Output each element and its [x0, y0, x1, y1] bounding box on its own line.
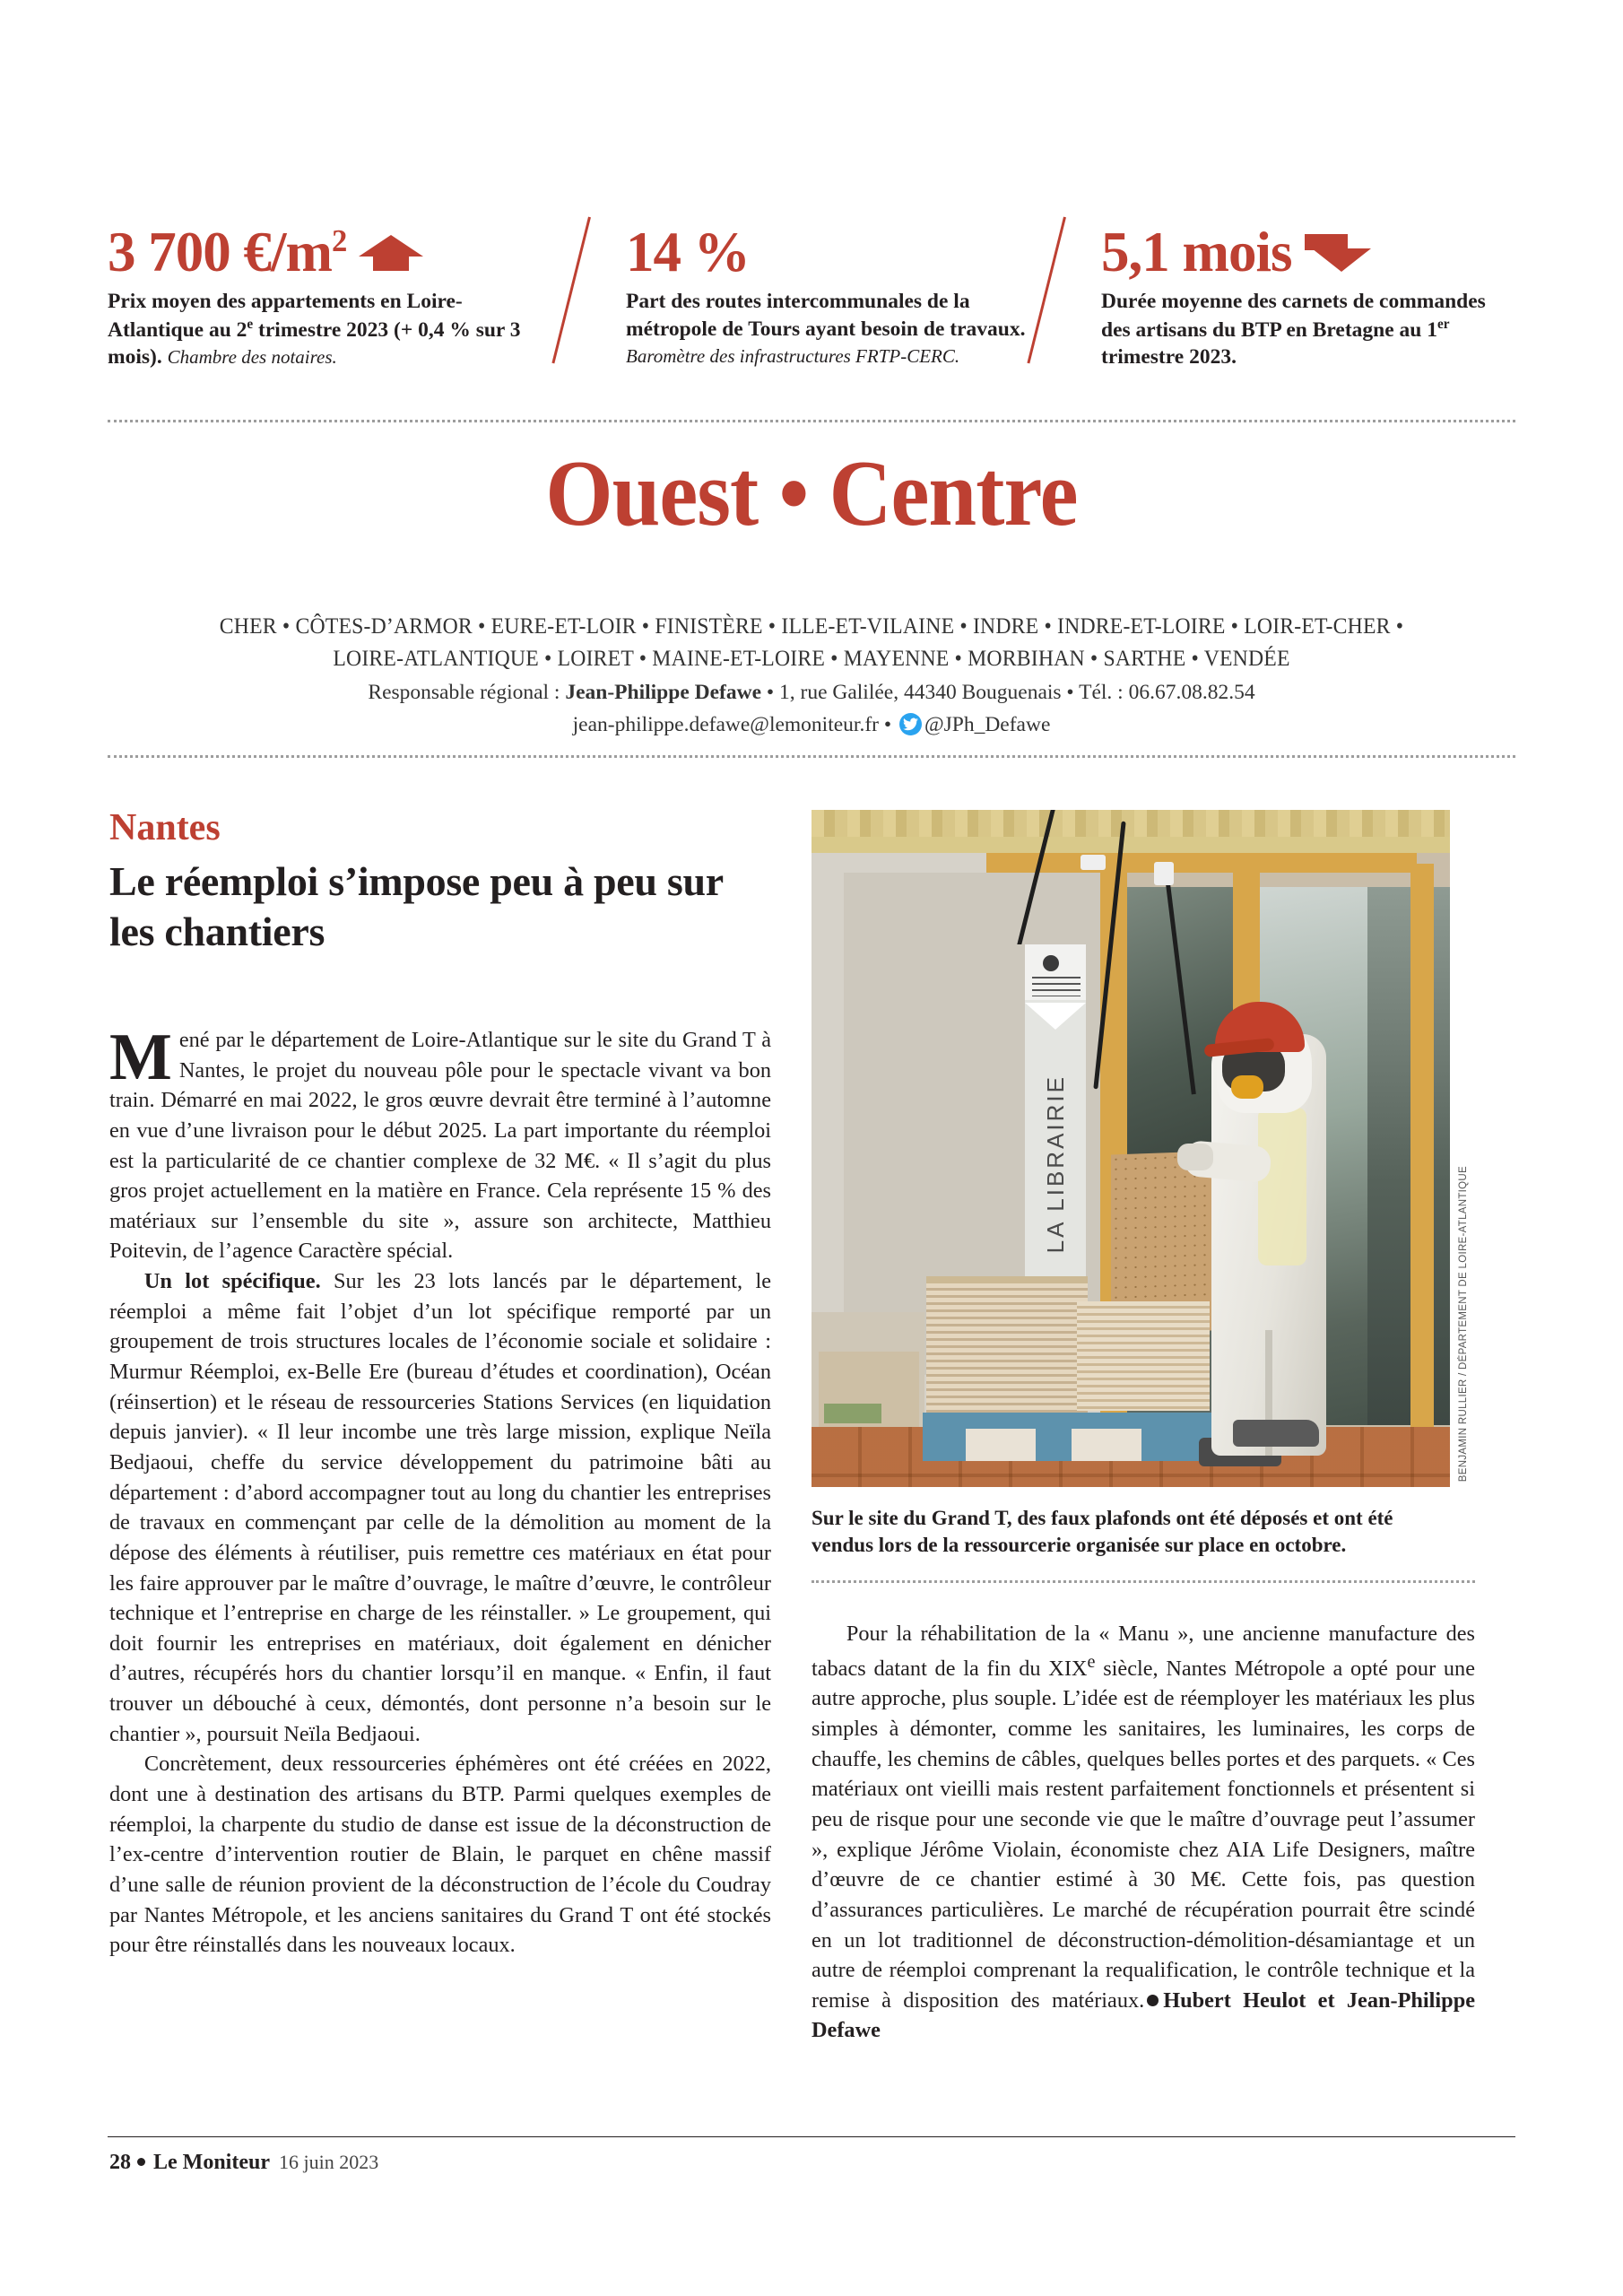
photo-panel-stack — [926, 1283, 1088, 1418]
stat-description-superscript: er — [1436, 316, 1450, 332]
photo-cable-clip — [1154, 862, 1174, 885]
paragraph — [109, 1021, 771, 1266]
stat-figure-value: 5,1 mois — [1101, 221, 1292, 283]
paragraph-text-2: siècle, Nantes Métropole a opté pour une autre approche, plus souple. L’idée est de réemployer les matériaux les plus simples à démonter, comme les sanitaires, les luminaires, les corps de chauffe, les chemins de câbles, quelques belles portes et des parquets. « Ces matériaux ont vieilli mais restent parfaitement fonctionnels et présentent si peu de risque pour une seconde vie que le maître d’ouvrage peut l’assumer », explique Jérôme Violain, économiste chez AIA Life Designers, maître d’œuvre de ce chantier estimé à 30 M€. Cette fois, pas question d’assurances particulières. Le marché de récupération pourrait être scindé en un lot traditionnel de déconstruction-démolition-désamiantage et un autre de réemploi comprenant la requalification, le contrôle technique et la remise à disposition des matériaux. — [812, 1656, 1475, 2013]
footer-dot-icon — [137, 2158, 145, 2166]
stat-figure — [626, 221, 750, 283]
paragraph-text: Concrètement, deux ressourceries éphémères ont été créées en 2022, dont une à destination des artisans du BTP. Parmi quelques exemples de réemploi, la charpente du studio de danse est issue de la déconstruction de l’ex-centre d’intervention routier de Blain, le parquet en chêne massif d’une salle de réunion provient de la déconstruction de l’école du Coudray par Nantes Métropole, et les anciens sanitaires du Grand T ont été stockés pour être réinstallés dans les nouveaux locaux. — [109, 1752, 771, 1958]
contact-label: Responsable régional : — [368, 681, 566, 704]
divider-rule-below-contact — [108, 755, 1515, 758]
arrow-down-icon — [1305, 234, 1371, 272]
paragraph — [109, 1749, 771, 1960]
stat-block-apartment-price — [108, 221, 583, 370]
article-body-left-column — [109, 1021, 771, 1961]
photo-worker-boot — [1233, 1420, 1319, 1447]
article-headline: Le réemploi s’impose peu à peu sur les chantiers — [109, 858, 724, 955]
photo-credit: BENJAMIN RULLIER / DÉPARTEMENT DE LOIRE-ATLANTIQUE — [1458, 1165, 1469, 1482]
stat-description — [1101, 288, 1515, 370]
photo-sign-label: LA LIBRAIRIE — [1041, 1074, 1069, 1254]
photo-cable-clip — [1081, 855, 1106, 870]
paragraph-text: Pour la réhabilitation de la « Manu », une ancienne manufacture des tabacs datant de la fin du XIX — [812, 1622, 1475, 1681]
photo-door-glass-3 — [1367, 887, 1450, 1425]
photo-green-crate — [824, 1404, 881, 1423]
photo-sign-label-wrap — [1025, 1034, 1086, 1294]
photo-sign-arrow-icon — [1025, 1003, 1086, 1030]
article-photo — [812, 810, 1450, 1487]
photo-sign-notice-text — [1032, 977, 1081, 996]
section-masthead-title: Ouest • Centre — [545, 440, 1078, 545]
paragraph — [109, 1266, 771, 1749]
photo-worker-vest — [1258, 1108, 1306, 1265]
photo-caption: Sur le site du Grand T, des faux plafonds ont été déposés et ont été vendus lors de la ressourcerie organisée sur place en octobre. — [812, 1507, 1393, 1557]
photo-door-mullion — [1410, 864, 1434, 1429]
contact-separator: • — [878, 712, 897, 736]
stat-description — [626, 288, 1031, 370]
end-mark-icon — [1147, 1995, 1159, 2006]
photo-sign-dot-icon — [1043, 955, 1059, 971]
run-in-heading: Un lot spécifique. — [143, 1269, 321, 1294]
stat-description-text: Part des routes intercommunales de la métropole de Tours ayant besoin de travaux. — [626, 290, 1026, 341]
article-body-right-column — [812, 1619, 1475, 2046]
photo-credit-wrap — [1452, 810, 1475, 1487]
stat-figure-value: 3 700 €/m — [108, 221, 332, 283]
stats-bar — [108, 221, 1515, 370]
photo-panel-stack — [1077, 1301, 1210, 1411]
paragraph-text: ené par le département de Loire-Atlantique sur le site du Grand T à Nantes, le projet du nouveau pôle pour le spectacle vivant va bon train. Démarré en mai 2022, le gros œuvre devrait être terminé à l’automne en vue d’une livraison pour le début 2025. La part importante du réemploi est la particularité de ce chantier complexe de 32 M€. « Il s’agit du plus gros projet actuellement en la matière en France. Cela représente 15 % des matériaux sur l’ensemble du site », assure son architecte, Matthieu Poitevin, de l’agence Caractère spécial. — [109, 1028, 771, 1264]
photo-pallet-gap — [966, 1429, 1036, 1461]
twitter-bird-icon[interactable] — [899, 713, 922, 735]
stat-description-text-2: trimestre 2023. — [1101, 344, 1237, 369]
photo-worker-glove — [1177, 1144, 1213, 1170]
paragraph-text: Sur les 23 lots lancés par le département, le réemploi a même fait l’objet d’un lot spécifique remporté par un groupement de trois structures locales de l’économie sociale et solidaire : Murmur Réemploi, ex-Belle Ere (bureau d’études et coordination), Océan (réinsertion) et le réseau de ressourceries Stations Services (en liquidation depuis janvier). « Il leur incombe une très large mission, explique Neïla Bedjaoui, cheffe du service développement du patrimoine bâti au département : d’abord accompagner tout au long du chantier les entreprises de travaux en commençant par celle de la démolition au moment de la dépose des éléments à réutiliser, puis remettre ces matériaux en état pour les faire approuver par le maître d’ouvrage, le maître d’œuvre, le contrôleur technique et l’entreprise en charge de les réinstaller. » Le groupement, qui doit fournir les entreprises en matériaux, doit également en dénicher d’autres, récupérés hors du chantier lorsqu’il en manque. « Enfin, il faut trouver un débouché à ceux, démontés, dont personne n’a besoin sur le chantier », poursuit Neïla Bedjaoui. — [109, 1269, 771, 1746]
stat-description-superscript: e — [247, 316, 254, 332]
photo-pallet-gap — [1072, 1429, 1141, 1461]
divider-rule-top — [108, 420, 1515, 422]
stat-description-text: Prix moyen des appartements en Loire-Atlantique au 2 — [108, 290, 463, 342]
contact-name: Jean-Philippe Defawe — [565, 681, 762, 704]
regional-contact-block — [139, 677, 1484, 741]
stat-block-road-works — [583, 221, 1058, 370]
page-footer — [109, 2151, 378, 2175]
paragraph — [812, 1619, 1475, 2046]
contact-email[interactable]: jean-philippe.defawe@lemoniteur.fr — [572, 712, 879, 736]
contact-twitter-handle[interactable]: @JPh_Defawe — [924, 712, 1051, 736]
stat-figure-row — [1101, 221, 1515, 283]
article-photo-figure — [812, 810, 1475, 1487]
stat-block-order-books — [1058, 221, 1515, 370]
arrow-up-icon — [359, 235, 423, 271]
article-byline: Hubert Heulot et Jean-Philippe Defawe — [812, 1987, 1475, 2043]
stat-figure — [1101, 221, 1292, 283]
stat-source: Baromètre des infrastructures FRTP-CERC. — [626, 345, 960, 368]
department-list: CHER • CÔTES-D’ARMOR • EURE-ET-LOIR • FINISTÈRE • ILLE-ET-VILAINE • INDRE • INDRE-ET-LOIRE • LOIR-ET-CHER • LOIRE-ATLANTIQUE • LOIRET • MAINE-ET-LOIRE • MAYENNE • MORBIHAN • SARTHE • VENDÉE — [219, 613, 1404, 672]
stat-figure — [108, 221, 347, 283]
stat-source: Chambre des notaires. — [167, 345, 337, 368]
stat-description — [108, 288, 547, 370]
stat-figure-row — [108, 221, 547, 283]
photo-worker-respirator-mask — [1231, 1075, 1263, 1099]
stat-description-text: Durée moyenne des carnets de commandes des artisans du BTP en Bretagne au 1 — [1101, 290, 1486, 342]
article-kicker-city: Nantes — [109, 807, 221, 848]
drop-cap: M — [109, 1021, 172, 1094]
footer-date: 16 juin 2023 — [278, 2151, 379, 2173]
stat-figure-value: 14 % — [626, 221, 750, 283]
footer-rule — [108, 2136, 1515, 2137]
photo-ceiling-insulation-texture — [812, 810, 1450, 837]
divider-rule-below-caption — [812, 1580, 1475, 1583]
stat-figure-superscript: 2 — [331, 224, 347, 258]
paragraph-superscript: e — [1087, 1651, 1096, 1672]
stat-figure-row — [626, 221, 1031, 283]
footer-publication-name: Le Moniteur — [153, 2151, 270, 2174]
footer-page-number: 28 — [109, 2151, 131, 2174]
contact-address: • 1, rue Galilée, 44340 Bouguenais • Tél. : 06.67.08.82.54 — [761, 681, 1255, 704]
stat-description-text-2: trimestre 2023 (+ 0,4 % sur 3 mois). — [108, 317, 521, 369]
